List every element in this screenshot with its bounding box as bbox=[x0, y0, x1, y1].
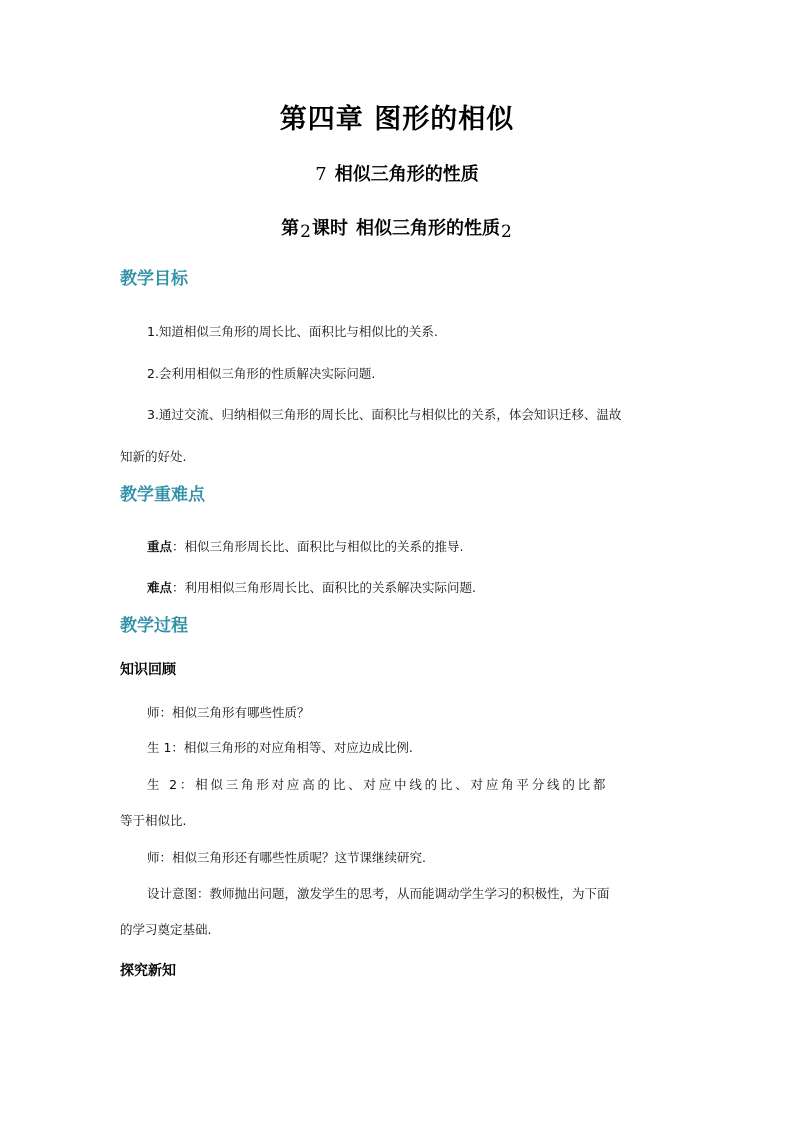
key-points-heading: 教学重难点 bbox=[120, 485, 205, 505]
focus-label: 重点 bbox=[147, 539, 173, 554]
dialog-line-3: 生 2：相似三角形对应高的比、对应中线的比、对应角平分线的比都 bbox=[147, 777, 609, 792]
lesson-suffix-number: 2 bbox=[501, 222, 512, 242]
dialog-line-4: 师：相似三角形还有哪些性质呢？这节课继续研究. bbox=[147, 850, 426, 865]
dialog-line-3-continued: 等于相似比. bbox=[120, 813, 187, 828]
goal-item-2: 2.会利用相似三角形的性质解决实际问题. bbox=[147, 366, 376, 381]
design-intent-line: 设计意图：教师抛出问题，激发学生的思考，从而能调动学生学习的积极性，为下面 bbox=[147, 886, 610, 901]
difficulty-label: 难点 bbox=[147, 580, 173, 595]
goal-item-1: 1.知道相似三角形的周长比、面积比与相似比的关系. bbox=[147, 324, 438, 339]
review-heading: 知识回顾 bbox=[120, 662, 176, 678]
goal-item-3: 3.通过交流、归纳相似三角形的周长比、面积比与相似比的关系，体会知识迁移、温故 bbox=[147, 407, 622, 422]
section-number: 7 bbox=[315, 164, 327, 185]
focus-text: ：相似三角形周长比、面积比与相似比的关系的推导. bbox=[172, 539, 464, 554]
goal-item-3-continued: 知新的好处. bbox=[120, 449, 187, 464]
goals-heading: 教学目标 bbox=[120, 269, 188, 289]
lesson-title-text: 相似三角形的性质 bbox=[356, 218, 500, 239]
section-title-text: 相似三角形的性质 bbox=[334, 164, 479, 185]
process-heading: 教学过程 bbox=[120, 616, 188, 636]
chapter-title: 第四章 图形的相似 bbox=[279, 104, 515, 135]
lesson-mid: 课时 bbox=[312, 218, 348, 239]
lesson-title bbox=[0, 214, 794, 240]
dialog-line-2: 生 1：相似三角形的对应角相等、对应边成比例. bbox=[147, 740, 413, 755]
design-intent-continued: 的学习奠定基础. bbox=[120, 922, 212, 937]
explore-heading: 探究新知 bbox=[120, 963, 176, 979]
difficulty-line bbox=[147, 578, 476, 596]
dialog-line-1: 师：相似三角形有哪些性质？ bbox=[147, 705, 310, 720]
section-title bbox=[0, 160, 794, 186]
lesson-prefix: 第 bbox=[281, 218, 300, 239]
difficulty-text: ：利用相似三角形周长比、面积比的关系解决实际问题. bbox=[172, 580, 476, 595]
lesson-number: 2 bbox=[300, 222, 311, 242]
focus-line bbox=[147, 537, 464, 555]
